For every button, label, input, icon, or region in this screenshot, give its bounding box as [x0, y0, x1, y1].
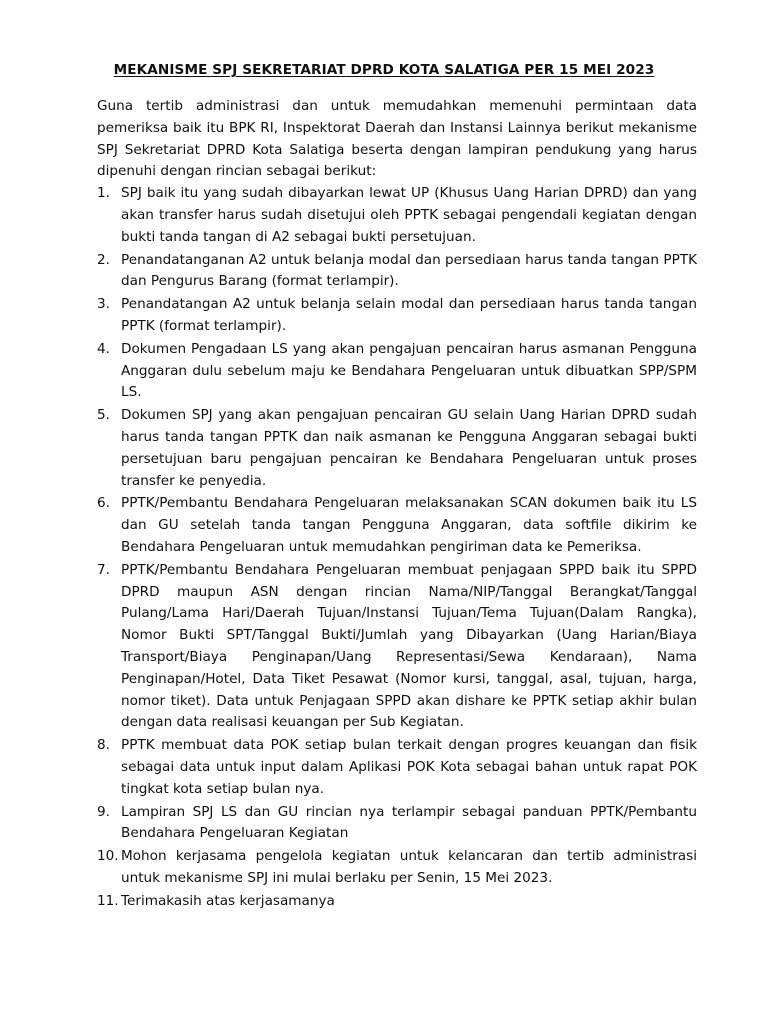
list-item — [97, 339, 697, 404]
list-item-number: 3. — [97, 296, 110, 313]
list-item — [97, 802, 697, 846]
list-item — [97, 560, 697, 734]
list-item-text: Penandatangan A2 untuk belanja selain modal dan persediaan harus tanda tangan PPTK (format terlampir). — [121, 296, 697, 334]
list-item — [97, 891, 697, 913]
list-item — [97, 493, 697, 558]
list-item — [97, 183, 697, 248]
list-item-text: Lampiran SPJ LS dan GU rincian nya terlampir sebagai panduan PPTK/Pembantu Bendahara Pengeluaran Kegiatan — [121, 803, 697, 842]
document-title: MEKANISME SPJ SEKRETARIAT DPRD KOTA SALATIGA PER 15 MEI 2023 — [113, 62, 655, 78]
list-item-number: 4. — [97, 340, 110, 357]
list-item-number: 2. — [97, 251, 110, 268]
list-item-number: 8. — [97, 737, 110, 754]
list-item-text: PPTK/Pembantu Bendahara Pengeluaran membuat penjagaan SPPD baik itu SPPD DPRD maupun ASN dengan rincian Nama/NIP/Tanggal Berangkat/Tanggal Pulang/Lama Hari/Daerah Tujuan/Instansi Tujuan/Tema Tujuan(Dalam Rangka), Nomor Bukti SPT/Tanggal Bukti/Jumlah yang Dibayarkan (Uang Harian/Biaya Transport/Biaya Penginapan/Uang Representasi/Sewa Kendaraan), Nama Penginapan/Hotel, Data Tiket Pesawat (Nomor kursi, tanggal, asal, tujuan, harga, nomor tiket). Data untuk Penjagaan SPPD akan dishare ke PPTK setiap akhir bulan dengan data realisasi keuangan per Sub Kegiatan. — [121, 561, 697, 731]
list-item-text: Dokumen SPJ yang akan pengajuan pencairan GU selain Uang Harian DPRD sudah harus tanda tangan PPTK dan naik asmanan ke Pengguna Anggaran sebagai bukti persetujuan baru pengajuan pencairan ke Bendahara Pengeluaran untuk proses transfer ke penyedia. — [121, 407, 697, 489]
procedure-list — [97, 183, 697, 912]
list-item-number: 1. — [97, 185, 110, 202]
list-item — [97, 250, 697, 294]
intro-paragraph: Guna tertib administrasi dan untuk memudahkan memenuhi permintaan data pemeriksa baik itu BPK RI, Inspektorat Daerah dan Instansi Lainnya berikut mekanisme SPJ Sekretariat DPRD Kota Salatiga beserta dengan lampiran pendukung yang harus dipenuhi dengan rincian sebagai berikut: — [97, 98, 697, 180]
list-item-text: PPTK/Pembantu Bendahara Pengeluaran melaksanakan SCAN dokumen baik itu LS dan GU setelah tanda tangan Pengguna Anggaran, data softfile dikirim ke Bendahara Pengeluaran untuk memudahkan pengiriman data ke Pemeriksa. — [121, 495, 697, 555]
list-item — [97, 294, 697, 338]
list-item-number: 9. — [97, 803, 110, 820]
list-item — [97, 405, 697, 492]
list-item — [97, 846, 697, 890]
list-item-text: Mohon kerjasama pengelola kegiatan untuk kelancaran dan tertib administrasi untuk mekanisme SPJ ini mulai berlaku per Senin, 15 Mei 2023. — [121, 848, 697, 886]
list-item-number: 10. — [97, 848, 119, 865]
list-item-text: PPTK membuat data POK setiap bulan terkait dengan progres keuangan dan fisik sebagai data untuk input dalam Aplikasi POK Kota sebagai bahan untuk rapat POK tingkat kota setiap bulan nya. — [121, 737, 697, 797]
list-item-text: Dokumen Pengadaan LS yang akan pengajuan pencairan harus asmanan Pengguna Anggaran dulu sebelum maju ke Bendahara Pengeluaran untuk dibuatkan SPP/SPM LS. — [121, 340, 697, 401]
list-item-number: 5. — [97, 407, 110, 424]
list-item-text: Penandatanganan A2 untuk belanja modal dan persediaan harus tanda tangan PPTK dan Pengurus Barang (format terlampir). — [121, 251, 697, 290]
list-item-text: Terimakasih atas kerjasamanya — [121, 892, 335, 909]
list-item-number: 7. — [97, 561, 110, 578]
list-item-number: 6. — [97, 495, 110, 512]
list-item-number: 11. — [97, 892, 119, 909]
document-body — [97, 96, 697, 912]
list-item-text: SPJ baik itu yang sudah dibayarkan lewat UP (Khusus Uang Harian DPRD) dan yang akan transfer harus sudah disetujui oleh PPTK sebagai pengendali kegiatan dengan bukti tanda tangan di A2 sebagai bukti persetujuan. — [121, 185, 697, 245]
list-item — [97, 735, 697, 800]
